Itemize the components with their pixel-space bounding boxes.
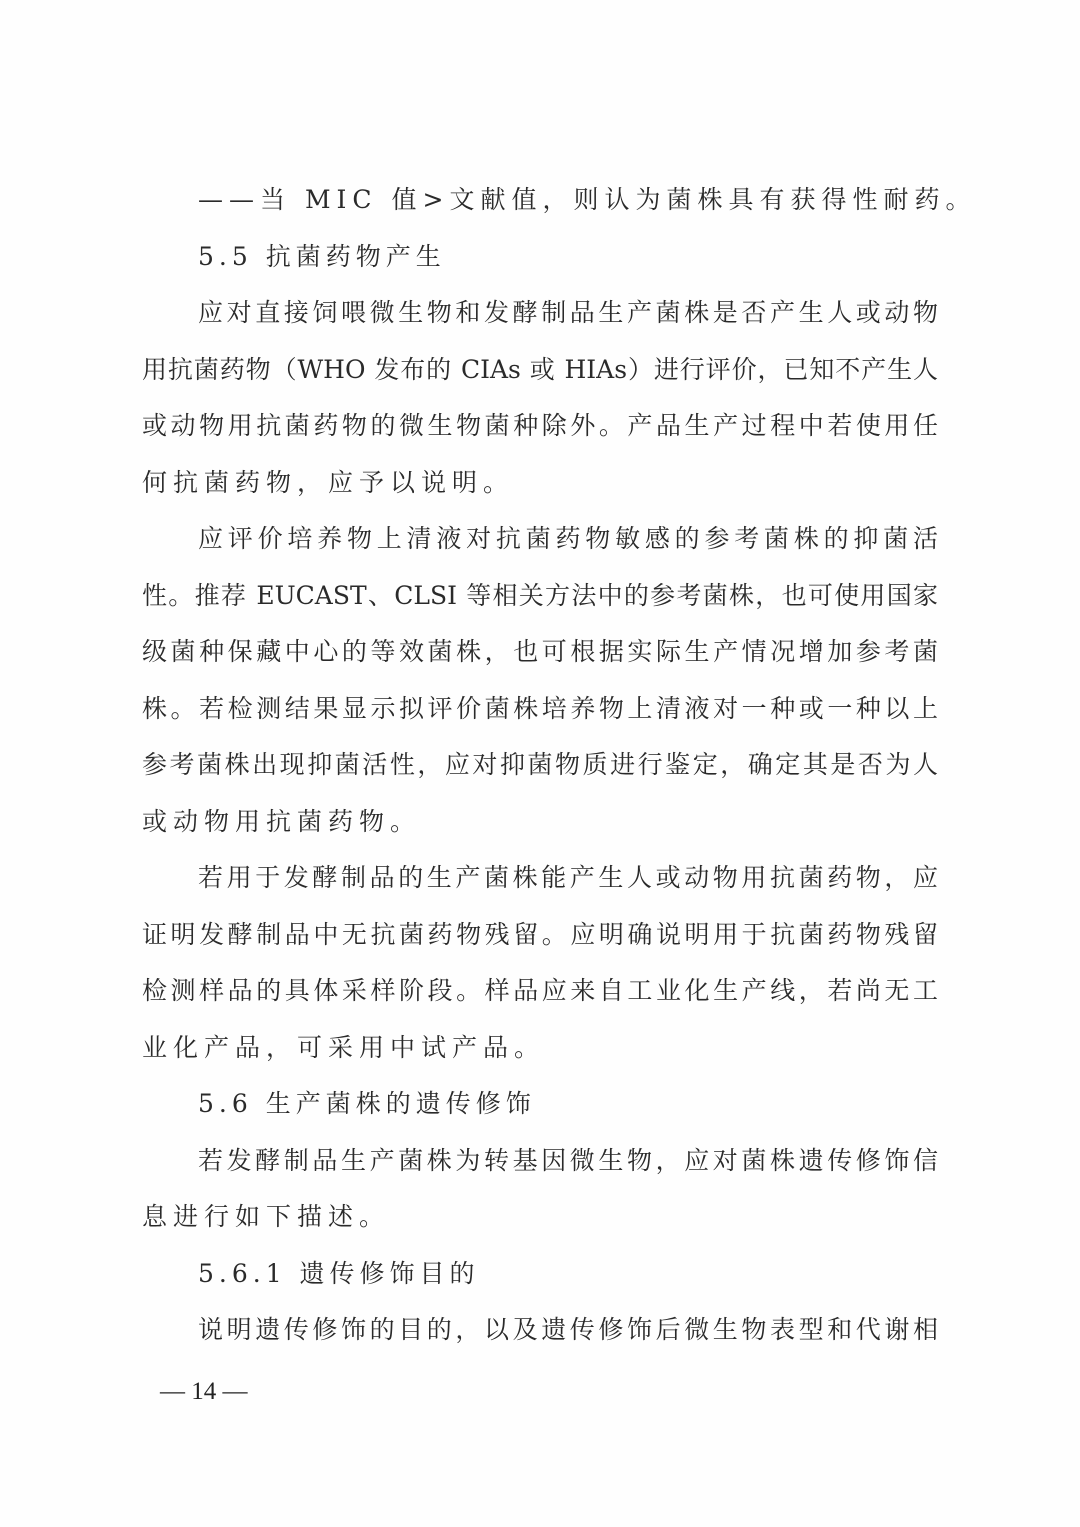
paragraph-line: 或动物用抗菌药物的微生物菌种除外。产品生产过程中若使用任 xyxy=(142,411,938,440)
paragraph-line: 性。推荐 EUCAST、CLSI 等相关方法中的参考菌株，也可使用国家 xyxy=(142,581,938,610)
section-heading-5-6: 5.6 生产菌株的遗传修饰 xyxy=(198,1089,536,1118)
paragraph-line: 参考菌株出现抑菌活性，应对抑菌物质进行鉴定，确定其是否为人 xyxy=(142,750,938,779)
paragraph-line: 检测样品的具体采样阶段。样品应来自工业化生产线，若尚无工 xyxy=(142,976,938,1005)
text-line-acquired-resistance: ——当 MIC 值>文献值，则认为菌株具有获得性耐药。 xyxy=(198,185,977,214)
paragraph-line: 息进行如下描述。 xyxy=(142,1202,391,1231)
paragraph-line: 株。若检测结果显示拟评价菌株培养物上清液对一种或一种以上 xyxy=(142,694,938,723)
paragraph-line: 级菌种保藏中心的等效菌株，也可根据实际生产情况增加参考菌 xyxy=(142,637,938,666)
paragraph-line: 业化产品，可采用中试产品。 xyxy=(142,1033,546,1062)
paragraph-line: 用抗菌药物（WHO 发布的 CIAs 或 HIAs）进行评价，已知不产生人 xyxy=(142,355,938,384)
paragraph-line: 说明遗传修饰的目的，以及遗传修饰后微生物表型和代谢相 xyxy=(198,1315,938,1344)
section-heading-5-5: 5.5 抗菌药物产生 xyxy=(198,242,446,271)
paragraph-line: 或动物用抗菌药物。 xyxy=(142,807,422,836)
paragraph-line: 证明发酵制品中无抗菌药物残留。应明确说明用于抗菌药物残留 xyxy=(142,920,938,949)
paragraph-line: 若发酵制品生产菌株为转基因微生物，应对菌株遗传修饰信 xyxy=(198,1146,938,1175)
paragraph-line: 何抗菌药物，应予以说明。 xyxy=(142,468,515,497)
page-number: — 14 — xyxy=(160,1378,248,1405)
paragraph-line: 应评价培养物上清液对抗菌药物敏感的参考菌株的抑菌活 xyxy=(198,524,938,553)
section-heading-5-6-1: 5.6.1 遗传修饰目的 xyxy=(198,1259,480,1288)
paragraph-line: 应对直接饲喂微生物和发酵制品生产菌株是否产生人或动物 xyxy=(198,298,938,327)
paragraph-line: 若用于发酵制品的生产菌株能产生人或动物用抗菌药物，应 xyxy=(198,863,938,892)
